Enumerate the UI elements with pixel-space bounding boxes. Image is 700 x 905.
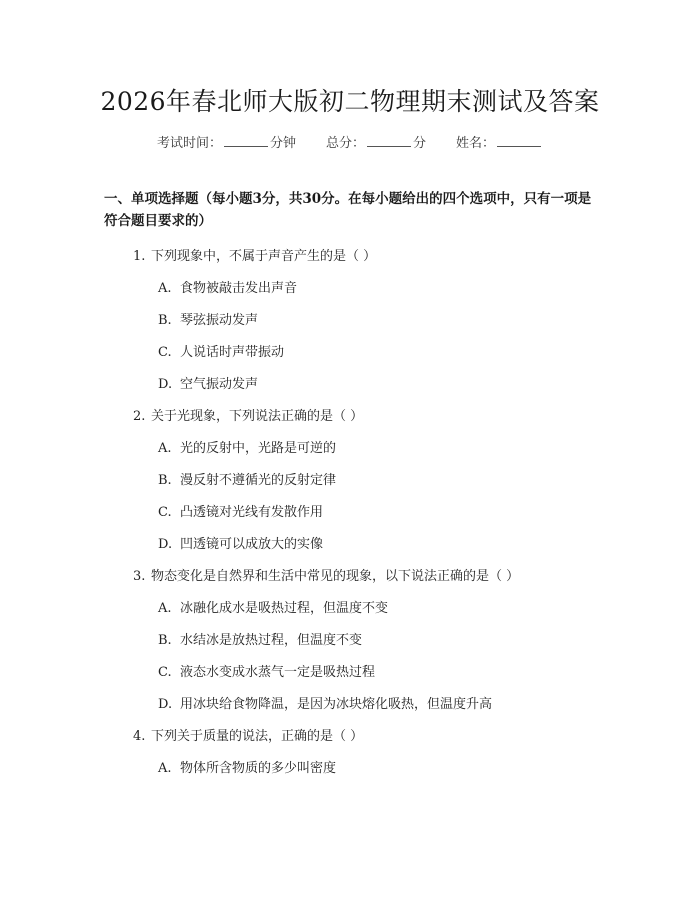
option-2a [158,437,336,456]
option-3a [158,597,388,616]
question-number: 4. [133,729,146,744]
option-text: 凹透镜可以成放大的实像 [180,537,324,552]
option-text: 水结冰是放热过程，但温度不变 [180,633,363,648]
question-2 [133,405,363,424]
exam-meta [0,132,700,151]
option-1d [158,373,258,392]
option-letter: B. [158,633,172,648]
total-score-label: 总分： [325,136,365,151]
option-2c [158,501,323,520]
option-2d [158,533,323,552]
option-text: 物体所含物质的多少叫密度 [180,761,337,776]
option-text: 凸透镜对光线有发散作用 [180,505,324,520]
option-text: 琴弦振动发声 [180,313,259,328]
option-text: 人说话时声带振动 [180,345,285,360]
option-text: 冰融化成水是吸热过程，但温度不变 [180,601,389,616]
option-text: 光的反射中，光路是可逆的 [180,441,337,456]
option-letter: A. [158,441,172,456]
exam-time-label: 考试时间： [156,136,222,151]
total-score-blank [367,134,411,147]
question-number: 3. [133,569,146,584]
option-letter: D. [158,697,173,712]
option-1c [158,341,284,360]
option-letter: D. [158,377,173,392]
total-score [326,132,426,151]
option-4a [158,757,336,776]
question-text: 下列关于质量的说法，正确的是（ ） [151,729,364,744]
option-letter: C. [158,665,172,680]
option-letter: B. [158,313,172,328]
option-text: 漫反射不遵循光的反射定律 [180,473,337,488]
option-letter: A. [158,761,172,776]
question-1 [133,245,376,264]
exam-time-blank [224,134,268,147]
option-text: 液态水变成水蒸气一定是吸热过程 [180,665,376,680]
option-text: 用冰块给食物降温，是因为冰块熔化吸热，但温度升高 [180,697,493,712]
total-score-unit: 分 [413,136,427,151]
question-number: 2. [133,409,146,424]
option-letter: B. [158,473,172,488]
option-letter: D. [158,537,173,552]
option-letter: C. [158,345,172,360]
question-text: 物态变化是自然界和生活中常见的现象，以下说法正确的是（ ） [151,569,520,584]
student-name-blank [497,134,541,147]
student-name-label: 姓名： [456,136,496,151]
option-3c [158,661,375,680]
question-4 [133,725,363,744]
exam-time [157,132,296,151]
option-3d [158,693,492,712]
option-text: 食物被敲击发出声音 [180,281,298,296]
option-3b [158,629,362,648]
exam-time-unit: 分钟 [269,136,296,151]
option-letter: C. [158,505,172,520]
option-2b [158,469,336,488]
option-text: 空气振动发声 [180,377,259,392]
student-name [456,132,543,151]
question-text: 关于光现象，下列说法正确的是（ ） [151,409,364,424]
option-letter: A. [158,281,172,296]
question-text: 下列现象中，不属于声音产生的是（ ） [151,249,377,264]
option-letter: A. [158,601,172,616]
option-1b [158,309,258,328]
section-heading: 一、单项选择题（每小题3分，共30分。在每小题给出的四个选项中，只有一项是符合题目要求的） [104,191,592,229]
page-title: 2026年春北师大版初二物理期末测试及答案 [100,87,600,116]
question-3 [133,565,519,584]
option-1a [158,277,297,296]
question-number: 1. [133,249,146,264]
